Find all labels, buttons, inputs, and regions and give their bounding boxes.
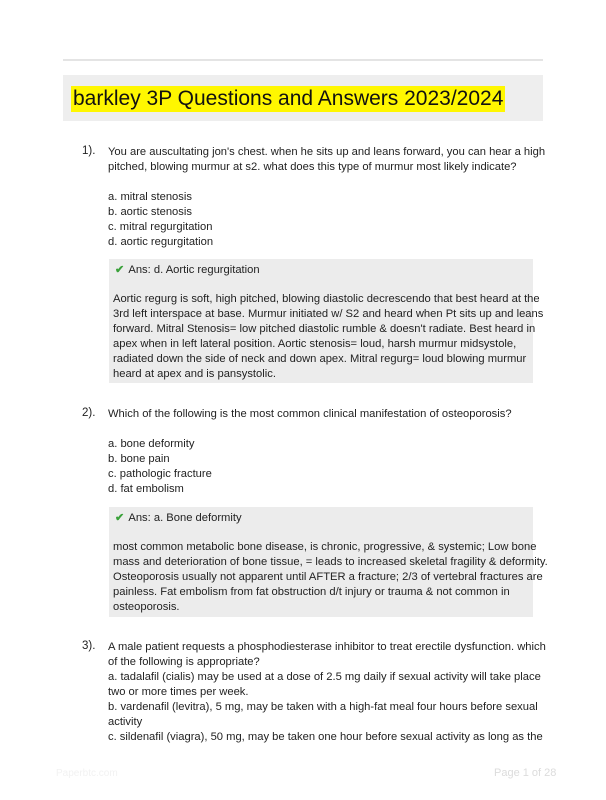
option-a: a. mitral stenosis: [108, 191, 192, 203]
option-d: d. aortic regurgitation: [108, 236, 214, 248]
page-title: barkley 3P Questions and Answers 2023/2024: [73, 87, 504, 110]
explanation-line: mass and deterioration of bone tissue, = leads to increased skeletal fragility & deformity.: [113, 556, 548, 568]
question-text-line: two or more times per week.: [108, 686, 249, 698]
explanation-line: forward. Mitral Stenosis= low pitched diastolic rumble & doesn't radiate. Best heard in: [113, 323, 536, 335]
answer-text: Ans: a. Bone deformity: [128, 512, 242, 524]
explanation-line: Aortic regurg is soft, high pitched, blowing diastolic decrescendo that best heard at the: [113, 293, 540, 305]
question-text-line: A male patient requests a phosphodiesterase inhibitor to treat erectile dysfunction. which: [108, 641, 546, 653]
option-a: a. bone deformity: [108, 438, 195, 450]
option-d: d. fat embolism: [108, 483, 184, 495]
option-b: b. aortic stenosis: [108, 206, 192, 218]
answer-text: Ans: d. Aortic regurgitation: [128, 264, 260, 276]
question-number: 3).: [82, 640, 96, 652]
option-c: c. mitral regurgitation: [108, 221, 213, 233]
question-text-line: activity: [108, 716, 143, 728]
explanation-line: apex when in left lateral position. Aortic stenosis= loud, harsh murmur midsystole,: [113, 338, 517, 350]
explanation-line: painless. Fat embolism from fat obstruction d/t injury or trauma & not common in: [113, 586, 510, 598]
option-b: b. bone pain: [108, 453, 170, 465]
question-text-line: of the following is appropriate?: [108, 656, 260, 668]
question-text-line: c. sildenafil (viagra), 50 mg, may be taken one hour before sexual activity as long as the: [108, 731, 543, 743]
option-c: c. pathologic fracture: [108, 468, 212, 480]
explanation-line: most common metabolic bone disease, is chronic, progressive, & systemic; Low bone: [113, 541, 537, 553]
footer-site-watermark: Paperbtc.com: [56, 768, 118, 779]
question-number: 2).: [82, 407, 96, 419]
answer-heading: [115, 511, 242, 526]
check-icon: ✔: [115, 264, 125, 276]
top-divider: [63, 59, 543, 61]
explanation-line: radiated down the side of neck and down apex. Mitral regurg= loud blowing murmur: [113, 353, 527, 365]
page-number: Page 1 of 28: [494, 767, 557, 779]
explanation-line: 3rd left interspace at base. Murmur initiated w/ S2 and heard when Pt sits up and leans: [113, 308, 544, 320]
title-bar: [63, 75, 543, 121]
question-text-line: Which of the following is the most common clinical manifestation of osteoporosis?: [108, 408, 512, 420]
explanation-line: Osteoporosis usually not apparent until AFTER a fracture; 2/3 of vertebral fractures are: [113, 571, 543, 583]
question-text-line: b. vardenafil (levitra), 5 mg, may be taken with a high-fat meal four hours before sexual: [108, 701, 538, 713]
check-icon: ✔: [115, 512, 125, 524]
question-text-line: pitched, blowing murmur at s2. what does this type of murmur most likely indicate?: [108, 161, 517, 173]
question-number: 1).: [82, 145, 96, 157]
answer-box: [109, 507, 548, 617]
explanation-line: heard at apex and is pansystolic.: [113, 368, 276, 380]
question-text-line: You are auscultating jon's chest. when he sits up and leans forward, you can hear a high: [108, 146, 546, 158]
answer-box: [109, 259, 544, 383]
answer-heading: [115, 263, 260, 278]
explanation-line: osteoporosis.: [113, 601, 180, 613]
question-text-line: a. tadalafil (cialis) may be used at a dose of 2.5 mg daily if sexual activity will take place: [108, 671, 541, 683]
